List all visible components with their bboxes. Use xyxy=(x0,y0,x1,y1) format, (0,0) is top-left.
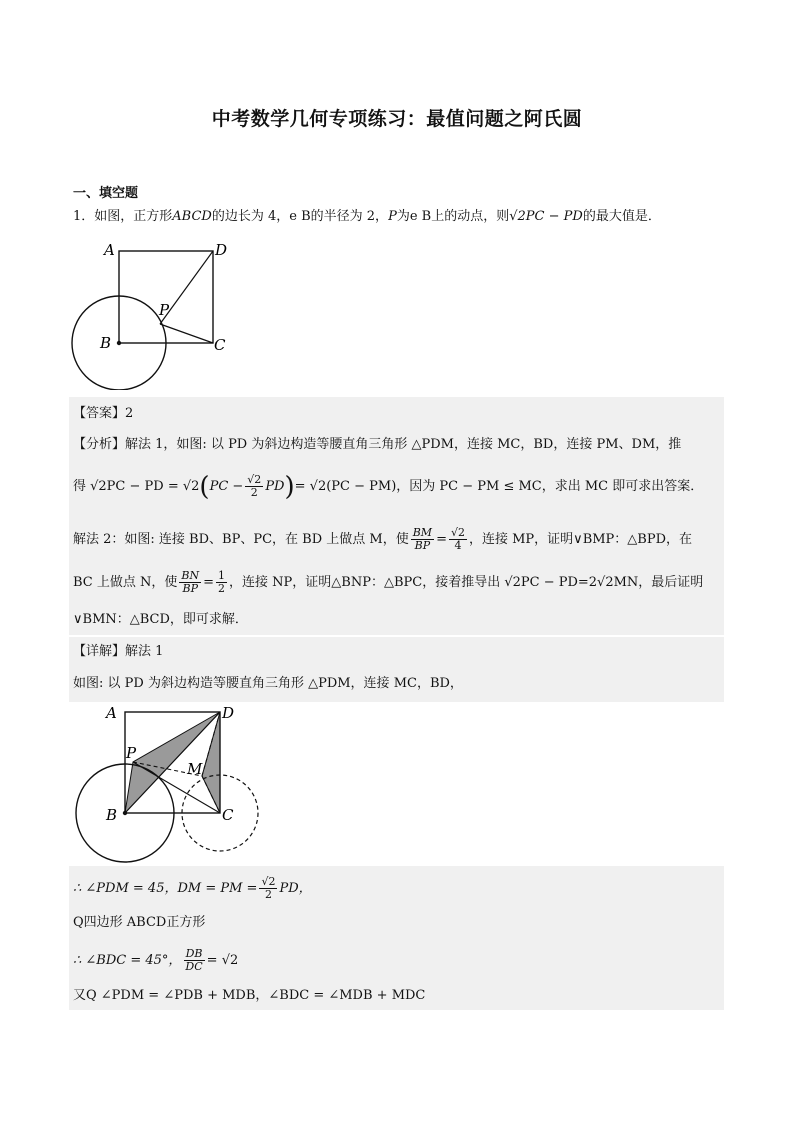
q1-text-f: 的最大值是 xyxy=(582,209,648,224)
detail-method: 解法 1 xyxy=(125,644,164,659)
frac-num: √2 xyxy=(450,526,465,539)
analysis-line-2 xyxy=(73,471,704,502)
question-number: 1． xyxy=(73,209,95,224)
question-1 xyxy=(73,208,661,226)
analysis-line-3 xyxy=(73,527,692,552)
frac-num: 1 xyxy=(218,569,226,582)
analysis-text-3b: ，连接 MP，证明∨BMP：△BPD，在 xyxy=(468,531,693,547)
answer-value: 2 xyxy=(125,406,134,421)
analysis-line-1 xyxy=(73,436,681,454)
analysis-text-3a: 解法 2：如图: 连接 BD、BP、PC，在 BD 上做点 M，使 xyxy=(73,531,409,547)
fraction-bn-bp xyxy=(179,570,201,595)
frac-den: DC xyxy=(185,960,203,973)
frac-den: 4 xyxy=(454,539,462,552)
step-1 xyxy=(73,876,312,901)
fraction-bm-bp xyxy=(411,527,434,552)
q1-circle-b2: e B xyxy=(409,209,432,224)
right-paren: ) xyxy=(284,471,295,502)
figure-2 xyxy=(70,702,260,864)
q1-abcd: ABCD xyxy=(172,209,212,224)
frac-den: 2 xyxy=(264,888,272,901)
frac-num: √2 xyxy=(247,473,262,486)
label-c: C xyxy=(214,336,226,354)
step-1a: ∴ ∠PDM = 45，DM = PM = xyxy=(73,880,258,896)
figure-2-bg xyxy=(70,702,260,864)
q1-text-a: 如图，正方形 xyxy=(94,209,173,224)
equals-sign: = xyxy=(436,531,447,547)
analysis-text-4b: ，连接 NP，证明△BNP：△BPC，接着推导出 √2PC − PD=2√2MN，最后证明 xyxy=(229,574,704,590)
analysis-text-2b: PC − xyxy=(209,478,244,494)
detail-line-1: 如图: 以 PD 为斜边构造等腰直角三角形 △PDM，连接 MC，BD， xyxy=(73,676,463,691)
fraction-db-dc xyxy=(183,948,204,973)
frac-den: 2 xyxy=(218,582,226,595)
square-abcd xyxy=(119,251,213,343)
equals-sign: = xyxy=(203,574,215,590)
detail-label: 【详解】 xyxy=(73,644,126,659)
detail-heading xyxy=(73,643,163,661)
step-2: Q四边形 ABCD正方形 xyxy=(73,915,206,930)
figure-1 xyxy=(66,238,236,390)
q1-text-d: 为 xyxy=(396,209,410,224)
label-p: P xyxy=(126,744,137,762)
step-3a: ∴ ∠BDC = 45°， xyxy=(73,952,182,968)
point-b xyxy=(117,341,121,345)
analysis-text-2c: PD xyxy=(265,478,285,494)
label-a: A xyxy=(104,241,115,259)
q1-circle-b: e B xyxy=(289,209,311,224)
fraction-sqrt2-over-4 xyxy=(449,527,467,552)
frac-num: BN xyxy=(181,569,200,582)
q1-text-c: 的半径为 2， xyxy=(310,209,389,224)
q1-end: ． xyxy=(647,209,661,224)
q1-text-b: 的边长为 4， xyxy=(211,209,290,224)
frac-den: BP xyxy=(182,582,198,595)
step-3b: = √2 xyxy=(206,952,239,968)
label-b: B xyxy=(100,334,112,352)
frac-num: BM xyxy=(412,526,433,539)
analysis-text-1: 解法 1，如图: 以 PD 为斜边构造等腰直角三角形 △PDM，连接 MC，BD，连接 PM、DM，推 xyxy=(125,437,682,452)
label-p: P xyxy=(159,301,170,319)
frac-num: DB xyxy=(185,947,203,960)
q1-expression: √2PC − PD xyxy=(509,209,583,224)
label-m: M xyxy=(187,760,203,778)
label-b: B xyxy=(106,806,118,824)
section-heading: 一、填空题 xyxy=(73,186,139,201)
q1-text-e: 上的动点，则 xyxy=(431,209,510,224)
page-title: 中考数学几何专项练习：最值问题之阿氏圆 xyxy=(211,108,583,130)
analysis-text-2a: 得 √2PC − PD = √2 xyxy=(73,478,200,494)
label-c: C xyxy=(222,806,234,824)
fraction-1-over-2 xyxy=(216,570,227,595)
frac-den: BP xyxy=(414,539,431,552)
step-4: 又Q ∠PDM = ∠PDB + MDB，∠BDC = ∠MDB + MDC xyxy=(73,988,426,1003)
label-d: D xyxy=(222,704,235,722)
answer-panel xyxy=(69,397,724,635)
analysis-line-5: ∨BMN：△BCD，即可求解． xyxy=(73,612,248,627)
fraction-sqrt2-over-2 xyxy=(259,876,277,901)
frac-num: √2 xyxy=(261,875,276,888)
analysis-text-2d: = √2(PC − PM)，因为 PC − PM ≤ MC，求出 MC 即可求出答案． xyxy=(294,478,704,494)
label-d: D xyxy=(215,241,228,259)
frac-den: 2 xyxy=(250,486,258,499)
step-3 xyxy=(73,948,238,973)
segment-pc xyxy=(160,324,213,343)
answer-line xyxy=(73,405,133,423)
analysis-label: 【分析】 xyxy=(73,437,126,452)
analysis-text-4a: BC 上做点 N，使 xyxy=(73,574,178,590)
step-1b: PD， xyxy=(279,880,312,896)
left-paren: ( xyxy=(199,471,210,502)
answer-label: 【答案】 xyxy=(73,406,126,421)
analysis-line-4 xyxy=(73,570,703,595)
label-a: A xyxy=(106,704,117,722)
q1-point-p: P xyxy=(388,209,397,224)
point-b xyxy=(123,811,127,815)
fraction-sqrt2-over-2 xyxy=(245,474,263,499)
